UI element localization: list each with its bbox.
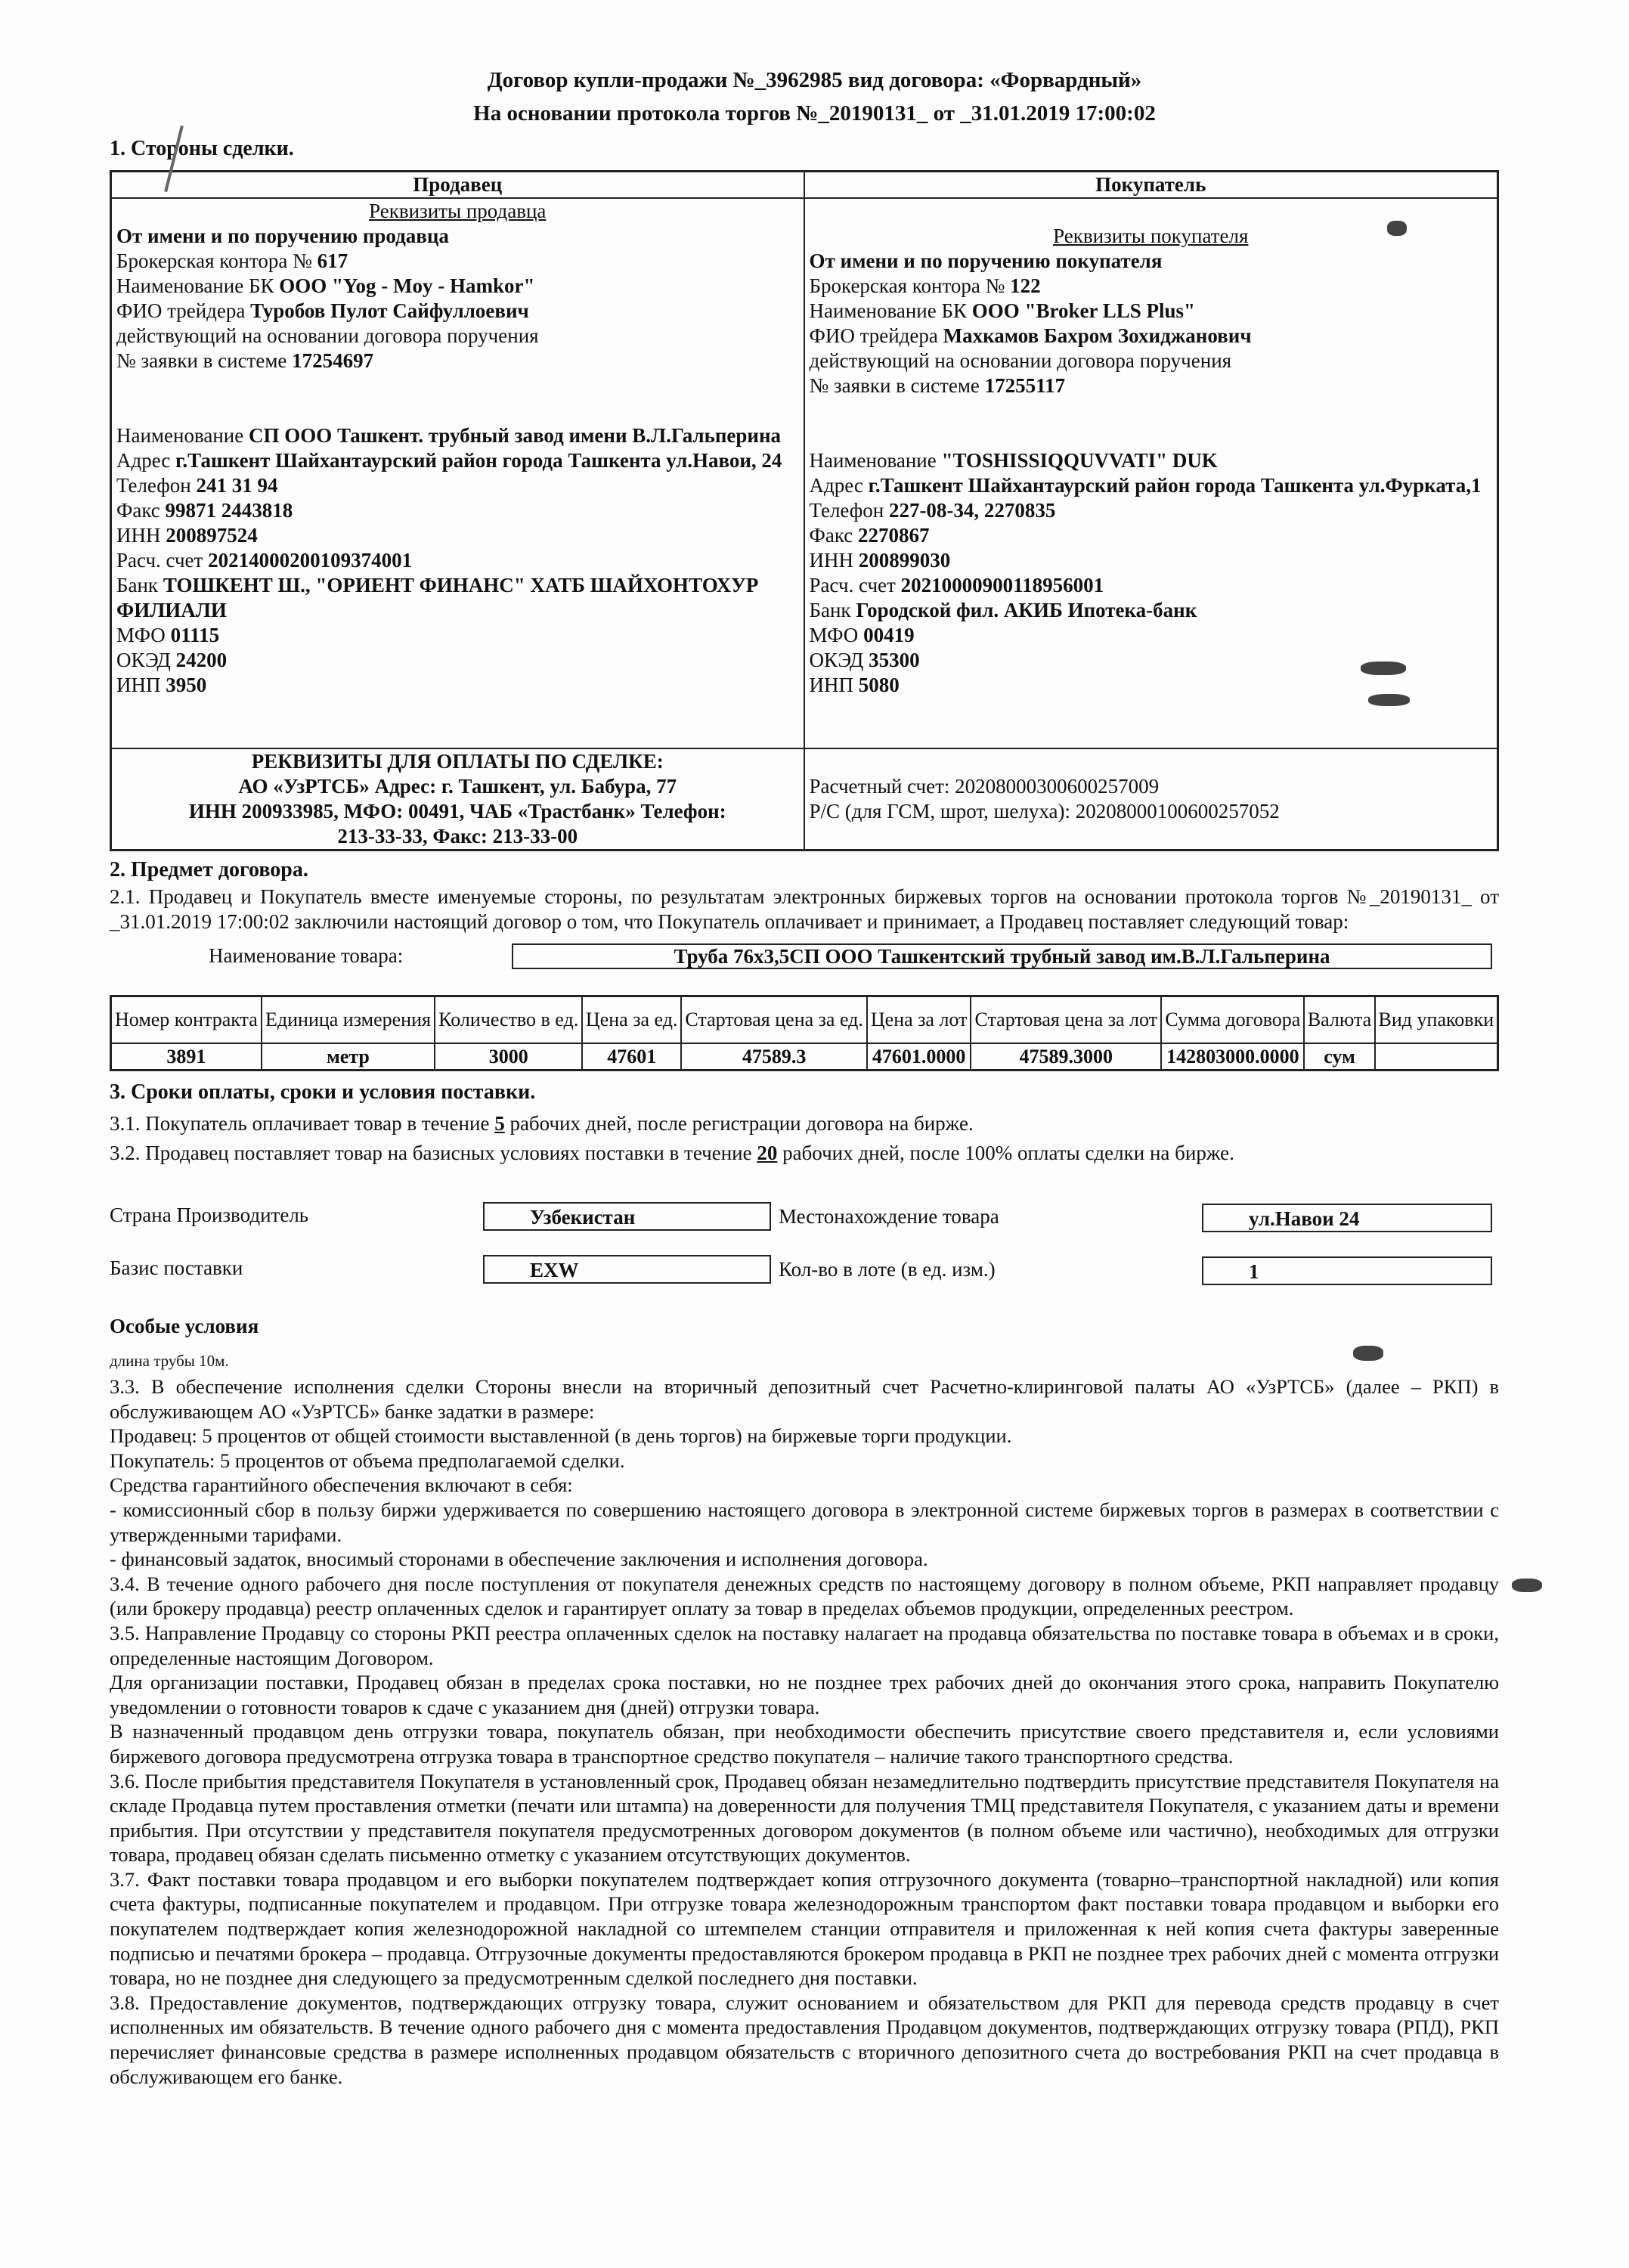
party-field: действующий на основании договора поручения [116,324,539,347]
location-value: ул.Навои 24 [1202,1204,1492,1232]
goods-table [110,995,1499,1071]
goods-column-header: Количество в ед. [435,996,582,1043]
party-field: ОКЭД 35300 [809,649,920,671]
location-label: Местонахождение товара [779,1205,999,1228]
party-field: Банк ТОШКЕНТ Ш., "ОРИЕНТ ФИНАНС" ХАТБ ШАЙХОНТОХУР ФИЛИАЛИ [116,574,759,621]
goods-column-header: Стартовая цена за лот [971,996,1161,1043]
party-field: ИНП 5080 [809,674,900,696]
goods-name: Труба 76х3,5СП ООО Ташкентский трубный завод им.В.Л.Гальперина [512,943,1492,969]
terms-paragraph: 3.3. В обеспечение исполнения сделки Стороны внесли на вторичный депозитный счет Расчетно-клиринговой палаты АО «УзРТСБ» (далее – РКП) в обслуживающем АО «УзРТСБ» банке задатки в размере: [110,1375,1499,1423]
party-field: Наименование БК ООО "Broker LLS Plus" [809,299,1196,322]
party-field: ИНН 200897524 [116,524,258,547]
payment-term: 3.1. Покупатель оплачивает товар в течение 5 рабочих дней, после регистрации договора на бирже. [110,1112,974,1135]
party-field: Факс 99871 2443818 [116,499,293,522]
party-field: От имени и по поручению продавца [116,225,449,247]
terms-paragraph: 3.7. Факт поставки товара продавцом и его выборки покупателем подтверждает копия отгрузочного документа (товарно–транспортной накладной) или копия счета фактуры, подписанные покупателем и продавцом. При отгрузке товара железнодорожным транспортом факт поставки товара продавцом и выборки его покупателем подтверждает копия железнодорожной накладной со штемпелем станции отправителя и приложенная к ней копия счета фактуры заверенные подписью и печатями брокера – продавца. Отгрузочные документы предоставляются брокером продавца в РКП не позднее трех рабочих дней с момента отгрузки товара, но не позднее дня следующего за предусмотренным сделкой последнего дня поставки. [110,1867,1499,1990]
goods-cell: 47601 [582,1043,681,1070]
goods-cell: 3000 [435,1043,582,1070]
goods-cell: сум [1304,1043,1374,1070]
redaction-mark [1387,221,1407,236]
section-3-heading: 3. Сроки оплаты, сроки и условия поставки. [110,1080,536,1104]
terms-paragraph: В назначенный продавцом день отгрузки товара, покупатель обязан, при необходимости обеспечить присутствие своего представителя и, если условиями биржевого договора предусмотрена отгрузка товара в транспортное средство покупателя – наличие такого транспортного средства. [110,1720,1499,1768]
basis-value: EXW [483,1255,771,1284]
party-field: От имени и по поручению покупателя [809,249,1163,272]
redaction-mark [1512,1579,1542,1592]
terms-paragraph: 3.4. В течение одного рабочего дня после поступления от покупателя денежных средств по настоящему договору в полном объеме, РКП направляет продавцу (или брокеру продавца) реестр оплаченных сделок и гарантирует оплату за товар в пределах объемов продукции, определенных реестром. [110,1572,1499,1620]
party-field: Телефон 241 31 94 [116,474,278,497]
party-field: № заявки в системе 17255117 [809,374,1066,397]
party-field: ФИО трейдера Махкамов Бахром Зохиджанович [809,324,1252,347]
terms-paragraph: 3.5. Направление Продавцу со стороны РКП реестра оплаченных сделок на поставку налагает на продавца обязательства по поставке товара в объемах и в сроки, определенные настоящим Договором. [110,1621,1499,1669]
country-label: Страна Производитель [110,1204,309,1226]
party-field: МФО 00419 [809,624,915,646]
goods-column-header: Цена за ед. [582,996,681,1043]
party-field: Расч. счет 20214000200109374001 [116,549,413,572]
section-2-heading: 2. Предмет договора. [110,858,308,881]
parties-table [110,170,1499,851]
contract-title: Договор купли-продажи №_3962985 вид договора: «Форвардный» [487,68,1142,92]
payment-line-3: 213-33-33, Факс: 213-33-00 [337,825,578,847]
party-field: Адрес г.Ташкент Шайхантаурский район города Ташкента ул.Фурката,1 [809,474,1482,497]
payment-accounts [804,748,1498,850]
goods-cell: метр [262,1043,435,1070]
seller-column-header: Продавец [111,172,804,199]
party-field: ФИО трейдера Туробов Пулот Сайфуллоевич [116,299,529,322]
payment-details [111,748,804,850]
terms-paragraph: 3.8. Предоставление документов, подтверждающих отгрузку товара, служит основанием и обязательством для РКП для перевода средств продавцу в счет исполненных им обязательств. В течение одного рабочего дня с момента предоставления Продавцом документов, подтверждающих отгрузку товара (РПД), РКП перечисляет финансовые средства в размере исполненных продавцом обязательств с вторичного депозитного счета до востребования РКП на счет продавца в обслуживающем его банке. [110,1991,1499,2088]
party-field: ИНП 3950 [116,674,207,696]
party-field: Банк Городской фил. АКИБ Ипотека-банк [809,599,1197,621]
seller-details [111,198,804,748]
goods-cell: 3891 [111,1043,262,1070]
payment-account: Расчетный счет: 20208000300600257009 [809,775,1160,798]
terms-paragraph: Покупатель: 5 процентов от объема предполагаемой сделки. [110,1448,625,1472]
party-field: Факс 2270867 [809,524,930,547]
goods-cell [1375,1043,1498,1070]
lot-label: Кол-во в лоте (в ед. изм.) [779,1258,996,1281]
party-field: Телефон 227-08-34, 2270835 [809,499,1056,522]
buyer-req-title: Реквизиты покупателя [1053,225,1249,247]
party-field: МФО 01115 [116,624,220,646]
goods-column-header: Валюта [1304,996,1374,1043]
redaction-mark [1353,1346,1383,1361]
party-field: Брокерская контора № 617 [116,249,348,272]
terms-paragraph: - комиссионный сбор в пользу биржи удерживается по совершению настоящего договора в электронной системе биржевых торгов в размерах в соответствии с утвержденными тарифами. [110,1498,1499,1546]
party-field: Брокерская контора № 122 [809,274,1041,297]
goods-cell: 142803000.0000 [1161,1043,1304,1070]
goods-cell: 47601.0000 [867,1043,971,1070]
terms-paragraph: Средства гарантийного обеспечения включают в себя: [110,1473,573,1497]
party-field: Адрес г.Ташкент Шайхантаурский район города Ташкента ул.Навои, 24 [116,449,782,472]
special-conditions-heading: Особые условия [110,1315,259,1337]
protocol-subtitle: На основании протокола торгов №_20190131_ от _31.01.2019 17:00:02 [473,101,1156,125]
redaction-mark [1361,662,1406,675]
goods-cell: 47589.3 [681,1043,867,1070]
goods-column-header: Стартовая цена за ед. [681,996,867,1043]
terms-paragraph: Продавец: 5 процентов от общей стоимости выставленной (в день торгов) на биржевые торги продукции. [110,1424,1012,1448]
party-field: действующий на основании договора поручения [809,349,1232,372]
terms-paragraphs [110,1374,1499,2089]
section-2-text: 2.1. Продавец и Покупатель вместе именуемые стороны, по результатам электронных биржевых торгов на основании протокола торгов №_20190131_ от _31.01.2019 17:00:02 заключили настоящий договор о том, что Покупатель оплачивает и принимает, а Продавец поставляет следующий товар: [110,885,1499,933]
seller-req-title: Реквизиты продавца [369,200,547,222]
payment-title: РЕКВИЗИТЫ ДЛЯ ОПЛАТЫ ПО СДЕЛКЕ: [251,750,664,773]
terms-paragraph: Для организации поставки, Продавец обязан в пределах срока поставки, но не позднее трех рабочих дней до окончания этого срока, направить Покупателю уведомлении о готовности товаров к сдаче с указанием дня (дней) отгрузки товара. [110,1671,1499,1718]
special-conditions-text: длина трубы 10м. [110,1352,229,1370]
party-field: Наименование СП ООО Ташкент. трубный завод имени В.Л.Гальперина [116,424,782,447]
terms-paragraph: - финансовый задаток, вносимый сторонами в обеспечение заключения и исполнения договора. [110,1548,928,1571]
goods-column-header: Вид упаковки [1375,996,1498,1043]
redaction-mark [1368,694,1410,706]
goods-column-header: Сумма договора [1161,996,1304,1043]
buyer-column-header: Покупатель [804,172,1498,199]
lot-value: 1 [1202,1256,1492,1285]
section-1-heading: 1. Стороны сделки. [110,137,294,160]
goods-column-header: Единица измерения [262,996,435,1043]
goods-column-header: Номер контракта [111,996,262,1043]
party-field: Расч. счет 20210000900118956001 [809,574,1104,596]
terms-paragraph: 3.6. После прибытия представителя Покупателя в установленный срок, Продавец обязан незамедлительно подтвердить присутствие представителя Покупателя на складе Продавца путем проставления отметки (печати или штампа) на доверенности для получения ТМЦ представителя Покупателя, с указанием даты и времени прибытия. При отсутствии у представителя покупателя предусмотренных договором документов (в полном объеме или частично), необходимых для отгрузки товара, продавец обязан сделать письменно отметку с указанием отсутствующих документов. [110,1769,1499,1867]
goods-label: Наименование товара: [209,944,404,967]
party-field: № заявки в системе 17254697 [116,349,374,372]
payment-line-1: АО «УзРТСБ» Адрес: г. Ташкент, ул. Бабура, 77 [238,775,677,798]
payment-account-2: Р/С (для ГСМ, шрот, шелуха): 20208000100600257052 [809,800,1280,823]
goods-cell: 47589.3000 [971,1043,1161,1070]
goods-column-header: Цена за лот [867,996,971,1043]
delivery-term: 3.2. Продавец поставляет товар на базисных условиях поставки в течение 20 рабочих дней, после 100% оплаты сделки на бирже. [110,1142,1234,1164]
party-field: Наименование БК ООО "Yog - Moy - Hamkor" [116,274,535,297]
party-field: ОКЭД 24200 [116,649,228,671]
basis-label: Базис поставки [110,1256,243,1279]
country-value: Узбекистан [483,1202,771,1231]
party-field: Наименование "TOSHISSIQQUVVATI" DUK [809,449,1218,472]
payment-line-2: ИНН 200933985, МФО: 00491, ЧАБ «Трастбанк» Телефон: [188,800,726,823]
party-field: ИНН 200899030 [809,549,951,572]
